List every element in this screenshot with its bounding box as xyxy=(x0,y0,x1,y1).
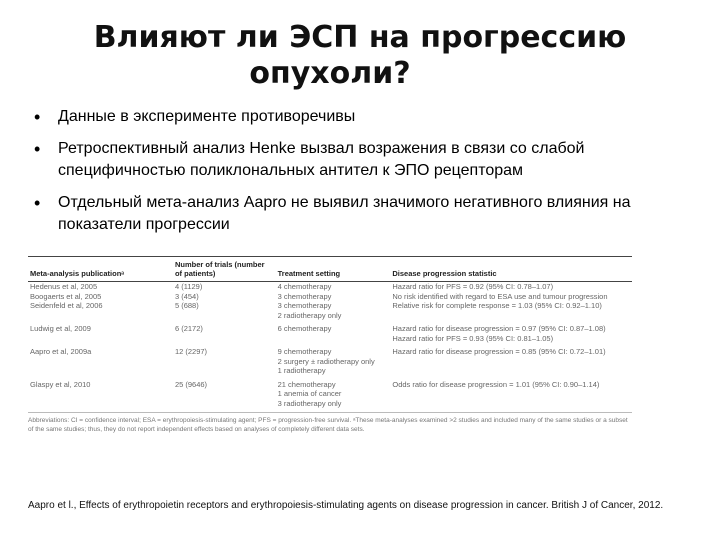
table-row xyxy=(28,320,632,334)
table-cell-setting: 1 anemia of cancer xyxy=(277,389,342,398)
header-trials: Number of trials (number of patients) xyxy=(174,260,265,278)
table-cell-trials xyxy=(173,334,276,344)
citation: Aapro et l., Effects of erythropoietin receptors and erythropoiesis-stimulating agents on disease progression in cancer. British J of Cancer, 2012. xyxy=(28,500,664,511)
table-cell-trials xyxy=(173,366,276,376)
bullet-item: • Отдельный мета-анализ Aapro не выявил значимого негативного влияния на показатели прогрессии xyxy=(30,192,690,236)
bullet-item: • Данные в эксперименте противоречивы xyxy=(30,106,690,128)
table-cell-pub: Seidenfeld et al, 2006 xyxy=(30,301,103,310)
table-cell-pub xyxy=(28,357,173,367)
table-body xyxy=(28,282,632,409)
table-cell-setting: 3 chemotherapy xyxy=(277,291,332,301)
meta-analysis-table-figure xyxy=(28,256,632,456)
table-cell-trials: 3 (454) xyxy=(174,291,199,301)
table-cell-setting: 9 chemotherapy xyxy=(277,347,332,356)
title-line-1: Влияют ли ЭСП на прогрессию xyxy=(93,20,627,55)
table-cell-stat: Odds ratio for disease progression = 1.01 (95% CI: 0.90–1.14) xyxy=(392,379,600,389)
table-cell-setting: 1 radiotherapy xyxy=(277,366,326,375)
table-cell-pub xyxy=(28,389,173,399)
meta-analysis-table xyxy=(28,257,632,408)
table-cell-stat xyxy=(390,399,632,409)
table-cell-stat xyxy=(390,311,632,321)
table-cell-trials: 5 (688) xyxy=(174,301,199,310)
table-cell-stat: Hazard ratio for PFS = 0.93 (95% CI: 0.81–1.05) xyxy=(392,333,554,343)
table-cell-pub: Aapro et al, 2009a xyxy=(30,347,92,356)
table-cell-setting: 4 chemotherapy xyxy=(277,282,332,291)
table-cell-trials: 25 (9646) xyxy=(174,379,208,389)
table-header-row xyxy=(28,257,632,282)
table-cell-trials xyxy=(173,311,276,321)
table-cell-trials: 6 (2172) xyxy=(174,324,203,333)
table-cell-stat xyxy=(390,366,632,376)
table-abbreviations: Abbreviations: CI = confidence interval; ESA = erythropoiesis-stimulating agent; PFS = progression-free survival. ᵃThese meta-analyses examined >2 studies and included many of the same studies or a subset of the same studies; thus, they do not report independent effects based on analyses of completely different data sets. xyxy=(28,412,632,434)
table-row xyxy=(28,282,632,292)
header-setting: Treatment setting xyxy=(277,269,341,278)
table-row xyxy=(28,311,632,321)
table-cell-setting xyxy=(276,334,391,344)
table-cell-trials: 4 (1129) xyxy=(174,282,203,291)
table-cell-stat xyxy=(390,389,632,399)
header-publication: Meta-analysis publicationᵃ xyxy=(30,269,125,278)
bullet-list xyxy=(30,106,690,246)
table-cell-setting: 21 chemotherapy xyxy=(277,379,336,389)
table-cell-pub xyxy=(28,311,173,321)
table-row xyxy=(28,399,632,409)
title-line-2: опухоли? xyxy=(249,56,411,91)
table-cell-setting: 3 radiotherapy only xyxy=(277,398,342,408)
table-cell-stat xyxy=(390,357,632,367)
slide-title xyxy=(0,20,720,92)
table-row xyxy=(28,334,632,344)
table-cell-setting: 2 surgery ± radiotherapy only xyxy=(277,356,375,366)
table-cell-pub xyxy=(28,399,173,409)
table-cell-pub xyxy=(28,334,173,344)
table-cell-setting: 2 radiotherapy only xyxy=(277,310,342,320)
table-row xyxy=(28,292,632,302)
table-cell-stat: Hazard ratio for PFS = 0.92 (95% CI: 0.78–1.07) xyxy=(392,282,554,291)
bullet-item: • Ретроспективный анализ Henke вызвал возражения в связи со слабой специфичностью поликлональных антител к ЭПО рецепторам xyxy=(30,138,690,182)
table-cell-setting: 3 chemotherapy xyxy=(277,301,332,310)
header-statistic: Disease progression statistic xyxy=(392,269,497,278)
table-row xyxy=(28,376,632,390)
table-cell-pub: Glaspy et al, 2010 xyxy=(30,379,91,389)
table-cell-trials xyxy=(173,357,276,367)
table-row xyxy=(28,357,632,367)
table-row xyxy=(28,389,632,399)
table-cell-pub: Ludwig et al, 2009 xyxy=(30,324,91,333)
table-cell-stat: Hazard ratio for disease progression = 0.85 (95% CI: 0.72–1.01) xyxy=(392,347,606,356)
table-row xyxy=(28,366,632,376)
table-cell-trials xyxy=(173,399,276,409)
table-row xyxy=(28,343,632,357)
table-cell-pub: Boogaerts et al, 2005 xyxy=(30,291,102,301)
table-cell-stat: No risk identified with regard to ESA use and tumour progression xyxy=(392,291,608,301)
table-row xyxy=(28,301,632,311)
table-cell-setting: 6 chemotherapy xyxy=(277,324,332,333)
table-cell-trials xyxy=(173,389,276,399)
table-cell-pub: Hedenus et al, 2005 xyxy=(30,282,98,291)
table-cell-stat: Relative risk for complete response = 1.03 (95% CI: 0.92–1.10) xyxy=(392,301,602,310)
table-cell-trials: 12 (2297) xyxy=(174,347,208,356)
table-cell-stat: Hazard ratio for disease progression = 0.97 (95% CI: 0.87–1.08) xyxy=(392,324,606,333)
table-cell-pub xyxy=(28,366,173,376)
